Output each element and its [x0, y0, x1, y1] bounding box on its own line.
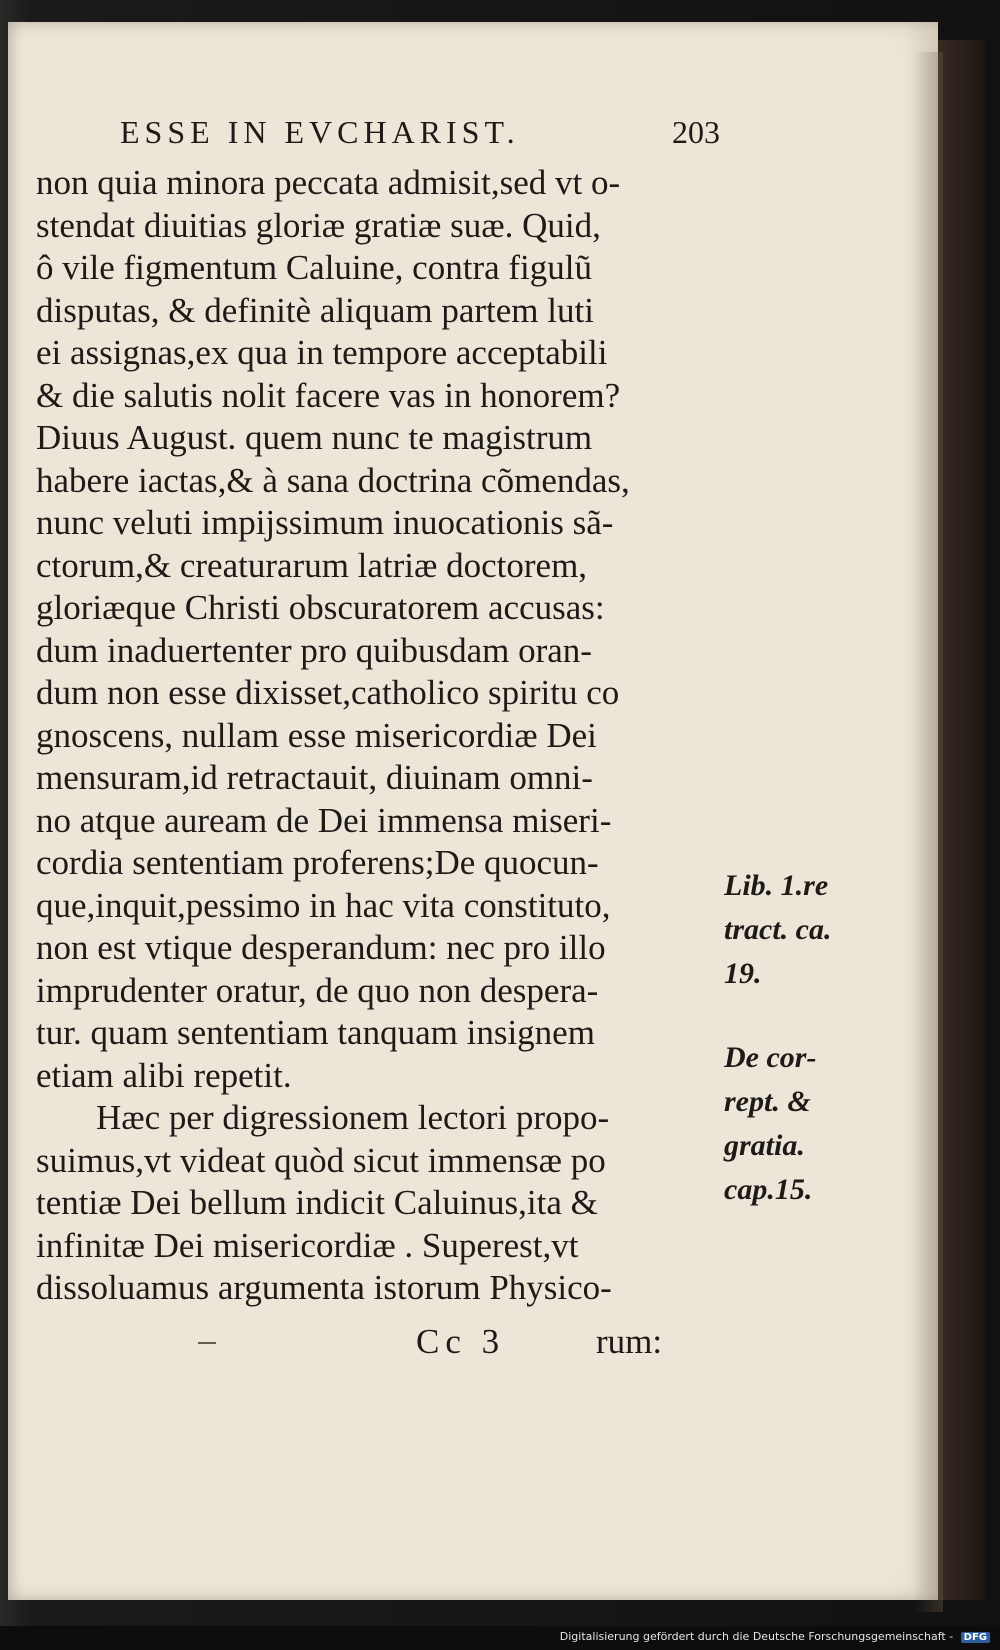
- margin-note-line: Lib. 1.re: [724, 869, 829, 902]
- book-page: [8, 22, 938, 1600]
- margin-note-correpit: [724, 1036, 816, 1212]
- catchword: rum:: [596, 1322, 663, 1361]
- text-line: non quia minora peccata admisit,sed vt o-: [36, 163, 621, 202]
- text-line: dissoluamus argumenta istorum Physico-: [36, 1268, 612, 1307]
- running-head: ESSE IN EVCHARIST.: [120, 114, 520, 150]
- margin-note-line: 19.: [724, 957, 762, 990]
- text-line: gnoscens, nullam esse misericordiæ Dei: [36, 715, 597, 755]
- dfg-logo: DFG: [961, 1632, 990, 1643]
- text-line: ei assignas,ex qua in tempore acceptabili: [36, 333, 608, 372]
- margin-note-line: gratia.: [724, 1129, 805, 1162]
- text-line: non est vtique desperandum: nec pro illo: [36, 928, 606, 967]
- text-line: ô vile figmentum Caluine, contra figulũ: [36, 248, 592, 287]
- margin-note-line: rept. &: [724, 1085, 811, 1118]
- text-line: cordia sententiam proferens;De quocun-: [36, 843, 599, 882]
- text-line: dum non esse dixisset,catholico spiritu co: [36, 673, 620, 712]
- body-text: [36, 162, 716, 1310]
- text-line: tentiæ Dei bellum indicit Caluinus,ita &: [36, 1183, 598, 1222]
- footer-credit: [560, 1630, 990, 1643]
- text-line: nunc veluti impijssimum inuocationis sã-: [36, 503, 614, 542]
- text-line: gloriæque Christi obscuratorem accusas:: [36, 588, 605, 627]
- text-line: infinitæ Dei misericordiæ . Superest,vt: [36, 1225, 579, 1265]
- text-line: mensuram,id retractauit, diuinam omni-: [36, 758, 593, 797]
- footer-bar: [0, 1626, 1000, 1650]
- page-foot: [8, 1322, 708, 1366]
- margin-note-line: tract. ca.: [724, 913, 832, 946]
- text-line: stendat diuitias gloriæ gratiæ suæ. Quid,: [36, 205, 601, 245]
- page-fold-shadow: [913, 52, 943, 1612]
- text-line: Hæc per digressionem lectori propo-: [96, 1098, 610, 1137]
- text-line: ctorum,& creaturarum latriæ doctorem,: [36, 545, 588, 585]
- page-number: 203: [672, 114, 720, 150]
- text-line: & die salutis nolit facere vas in honorem?: [36, 375, 621, 415]
- page-header: [120, 114, 720, 164]
- margin-note-retract: [724, 864, 831, 996]
- signature-mark: Cc 3: [416, 1322, 506, 1361]
- footer-credit-text: Digitalisierung gefördert durch die Deutsche Forschungsgemeinschaft -: [559, 1630, 954, 1643]
- margin-note-line: De cor-: [724, 1041, 817, 1074]
- text-line: habere iactas,& à sana doctrina cõmendas,: [36, 460, 630, 500]
- text-line: tur. quam sententiam tanquam insignem: [36, 1013, 595, 1052]
- text-line: etiam alibi repetit.: [36, 1055, 292, 1095]
- margin-note-line: cap.15.: [724, 1173, 813, 1206]
- text-line: disputas, & definitè aliquam partem luti: [36, 290, 594, 330]
- ink-mark: [198, 1342, 216, 1344]
- text-line: que,inquit,pessimo in hac vita constituto,: [36, 885, 611, 925]
- text-line: no atque auream de Dei immensa miseri-: [36, 800, 612, 840]
- text-line: suimus,vt videat quòd sicut immensæ po: [36, 1140, 606, 1180]
- text-line: imprudenter oratur, de quo non despera-: [36, 970, 599, 1010]
- text-line: dum inaduertenter pro quibusdam oran-: [36, 630, 592, 670]
- text-line: Diuus August. quem nunc te magistrum: [36, 418, 593, 457]
